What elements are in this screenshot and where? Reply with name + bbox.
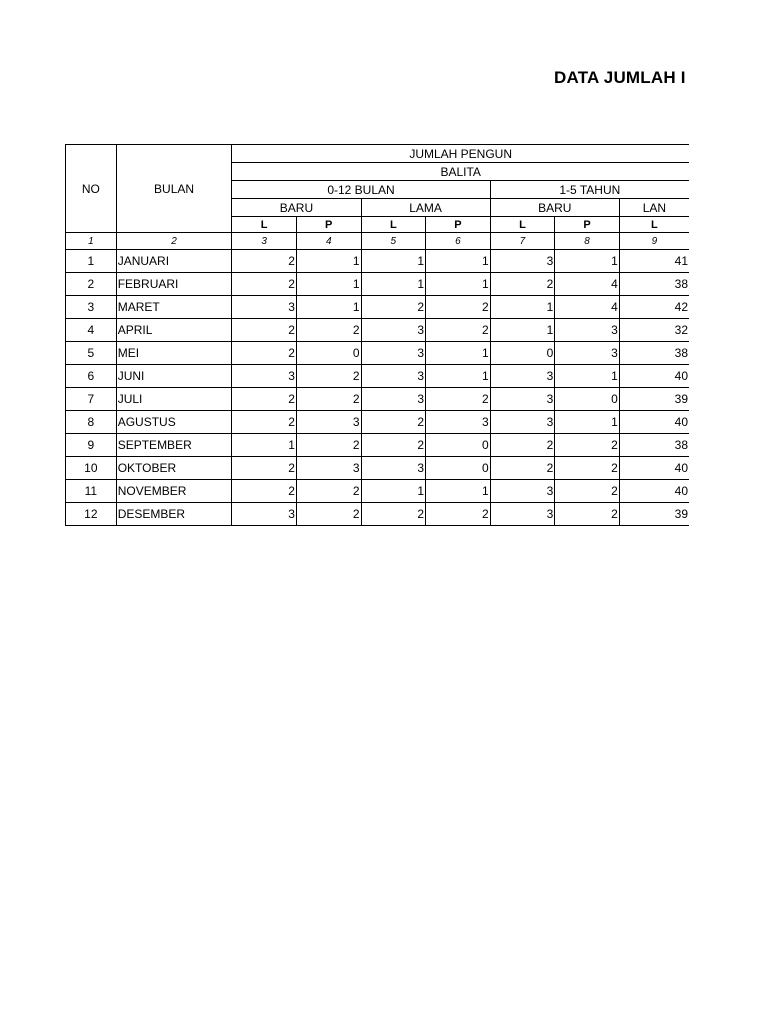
row-value: 2	[361, 296, 426, 319]
header-bulan: BULAN	[116, 145, 232, 233]
row-value: 2	[361, 434, 426, 457]
column-index: 7	[490, 233, 555, 250]
header-jumlah-pengunjung: JUMLAH PENGUN	[232, 145, 689, 163]
row-value: 1	[490, 296, 555, 319]
row-value: 2	[490, 434, 555, 457]
table-row	[66, 503, 690, 526]
header-lama-1-5: LAN	[619, 199, 689, 217]
row-value: 3	[490, 365, 555, 388]
header-1-5-tahun: 1-5 TAHUN	[490, 181, 689, 199]
row-value: 2	[296, 388, 361, 411]
row-value: 2	[232, 388, 297, 411]
row-value: 2	[490, 273, 555, 296]
row-value: 0	[490, 342, 555, 365]
header-p: P	[296, 217, 361, 233]
table-row	[66, 365, 690, 388]
row-bulan: AGUSTUS	[116, 411, 232, 434]
row-bulan: JULI	[116, 388, 232, 411]
row-value: 2	[361, 411, 426, 434]
row-value: 2	[426, 388, 491, 411]
row-value: 1	[426, 365, 491, 388]
row-no: 10	[66, 457, 117, 480]
row-value: 3	[232, 503, 297, 526]
row-value: 2	[555, 457, 620, 480]
row-value: 1	[296, 250, 361, 273]
column-index: 3	[232, 233, 297, 250]
row-no: 4	[66, 319, 117, 342]
row-value: 3	[232, 365, 297, 388]
header-baru-1-5: BARU	[490, 199, 619, 217]
row-bulan: JUNI	[116, 365, 232, 388]
row-value: 3	[361, 319, 426, 342]
visit-data-table	[65, 144, 689, 526]
table-row	[66, 457, 690, 480]
row-value: 3	[296, 411, 361, 434]
row-value: 2	[232, 411, 297, 434]
row-value: 2	[555, 480, 620, 503]
row-value: 1	[361, 273, 426, 296]
row-value: 2	[296, 319, 361, 342]
row-value: 0	[555, 388, 620, 411]
row-value: 2	[426, 503, 491, 526]
column-index: 6	[426, 233, 491, 250]
row-value: 2	[296, 365, 361, 388]
row-no: 1	[66, 250, 117, 273]
row-value: 2	[361, 503, 426, 526]
row-bulan: MARET	[116, 296, 232, 319]
header-baru-0-12: BARU	[232, 199, 361, 217]
row-value: 1	[296, 296, 361, 319]
header-balita: BALITA	[232, 163, 689, 181]
row-value: 3	[361, 342, 426, 365]
row-value: 1	[361, 250, 426, 273]
row-value: 3	[490, 250, 555, 273]
row-value: 2	[426, 319, 491, 342]
row-value: 1	[555, 365, 620, 388]
table-row	[66, 319, 690, 342]
row-value: 1	[426, 273, 491, 296]
table-row	[66, 296, 690, 319]
spreadsheet-viewport	[65, 144, 689, 544]
column-index: 1	[66, 233, 117, 250]
column-index: 4	[296, 233, 361, 250]
table-row	[66, 411, 690, 434]
row-bulan: OKTOBER	[116, 457, 232, 480]
row-value: 2	[296, 503, 361, 526]
table-row	[66, 388, 690, 411]
row-value: 39	[619, 388, 689, 411]
row-value: 3	[490, 480, 555, 503]
row-no: 7	[66, 388, 117, 411]
header-l: L	[619, 217, 689, 233]
row-value: 1	[426, 480, 491, 503]
table-row	[66, 342, 690, 365]
row-bulan: SEPTEMBER	[116, 434, 232, 457]
row-value: 42	[619, 296, 689, 319]
row-value: 3	[555, 319, 620, 342]
row-value: 2	[232, 250, 297, 273]
row-value: 3	[361, 457, 426, 480]
row-value: 3	[490, 388, 555, 411]
row-bulan: FEBRUARI	[116, 273, 232, 296]
row-value: 2	[426, 296, 491, 319]
header-l: L	[232, 217, 297, 233]
row-value: 1	[232, 434, 297, 457]
row-value: 2	[296, 434, 361, 457]
row-no: 5	[66, 342, 117, 365]
table-row	[66, 480, 690, 503]
row-bulan: DESEMBER	[116, 503, 232, 526]
row-value: 2	[232, 457, 297, 480]
column-index: 2	[116, 233, 232, 250]
row-value: 2	[232, 480, 297, 503]
row-value: 3	[490, 411, 555, 434]
row-bulan: NOVEMBER	[116, 480, 232, 503]
row-no: 11	[66, 480, 117, 503]
row-value: 1	[555, 411, 620, 434]
table-row	[66, 250, 690, 273]
row-value: 38	[619, 434, 689, 457]
row-no: 3	[66, 296, 117, 319]
row-no: 8	[66, 411, 117, 434]
row-value: 3	[555, 342, 620, 365]
header-no: NO	[66, 145, 117, 233]
row-value: 38	[619, 273, 689, 296]
row-no: 12	[66, 503, 117, 526]
header-p: P	[555, 217, 620, 233]
row-value: 3	[490, 503, 555, 526]
row-value: 40	[619, 411, 689, 434]
header-lama-0-12: LAMA	[361, 199, 490, 217]
row-value: 38	[619, 342, 689, 365]
row-no: 6	[66, 365, 117, 388]
column-index: 9	[619, 233, 689, 250]
header-l: L	[361, 217, 426, 233]
report-title: DATA JUMLAH I	[554, 68, 686, 87]
row-value: 40	[619, 480, 689, 503]
row-value: 0	[296, 342, 361, 365]
row-value: 41	[619, 250, 689, 273]
row-bulan: MEI	[116, 342, 232, 365]
row-value: 3	[361, 365, 426, 388]
row-value: 2	[296, 480, 361, 503]
row-value: 1	[490, 319, 555, 342]
row-value: 4	[555, 273, 620, 296]
header-0-12-bulan: 0-12 BULAN	[232, 181, 490, 199]
row-value: 1	[426, 250, 491, 273]
header-p: P	[426, 217, 491, 233]
row-value: 2	[490, 457, 555, 480]
row-bulan: APRIL	[116, 319, 232, 342]
column-index: 5	[361, 233, 426, 250]
table-row	[66, 273, 690, 296]
row-no: 9	[66, 434, 117, 457]
row-bulan: JANUARI	[116, 250, 232, 273]
row-value: 0	[426, 434, 491, 457]
row-no: 2	[66, 273, 117, 296]
row-value: 2	[232, 273, 297, 296]
row-value: 3	[426, 411, 491, 434]
table-row	[66, 434, 690, 457]
row-value: 32	[619, 319, 689, 342]
row-value: 1	[426, 342, 491, 365]
row-value: 1	[361, 480, 426, 503]
row-value: 1	[296, 273, 361, 296]
row-value: 1	[555, 250, 620, 273]
row-value: 2	[555, 434, 620, 457]
row-value: 2	[232, 342, 297, 365]
row-value: 0	[426, 457, 491, 480]
row-value: 4	[555, 296, 620, 319]
row-value: 2	[232, 319, 297, 342]
row-value: 39	[619, 503, 689, 526]
row-value: 2	[555, 503, 620, 526]
header-l: L	[490, 217, 555, 233]
row-value: 3	[296, 457, 361, 480]
row-value: 40	[619, 365, 689, 388]
row-value: 40	[619, 457, 689, 480]
row-value: 3	[232, 296, 297, 319]
column-index: 8	[555, 233, 620, 250]
row-value: 3	[361, 388, 426, 411]
